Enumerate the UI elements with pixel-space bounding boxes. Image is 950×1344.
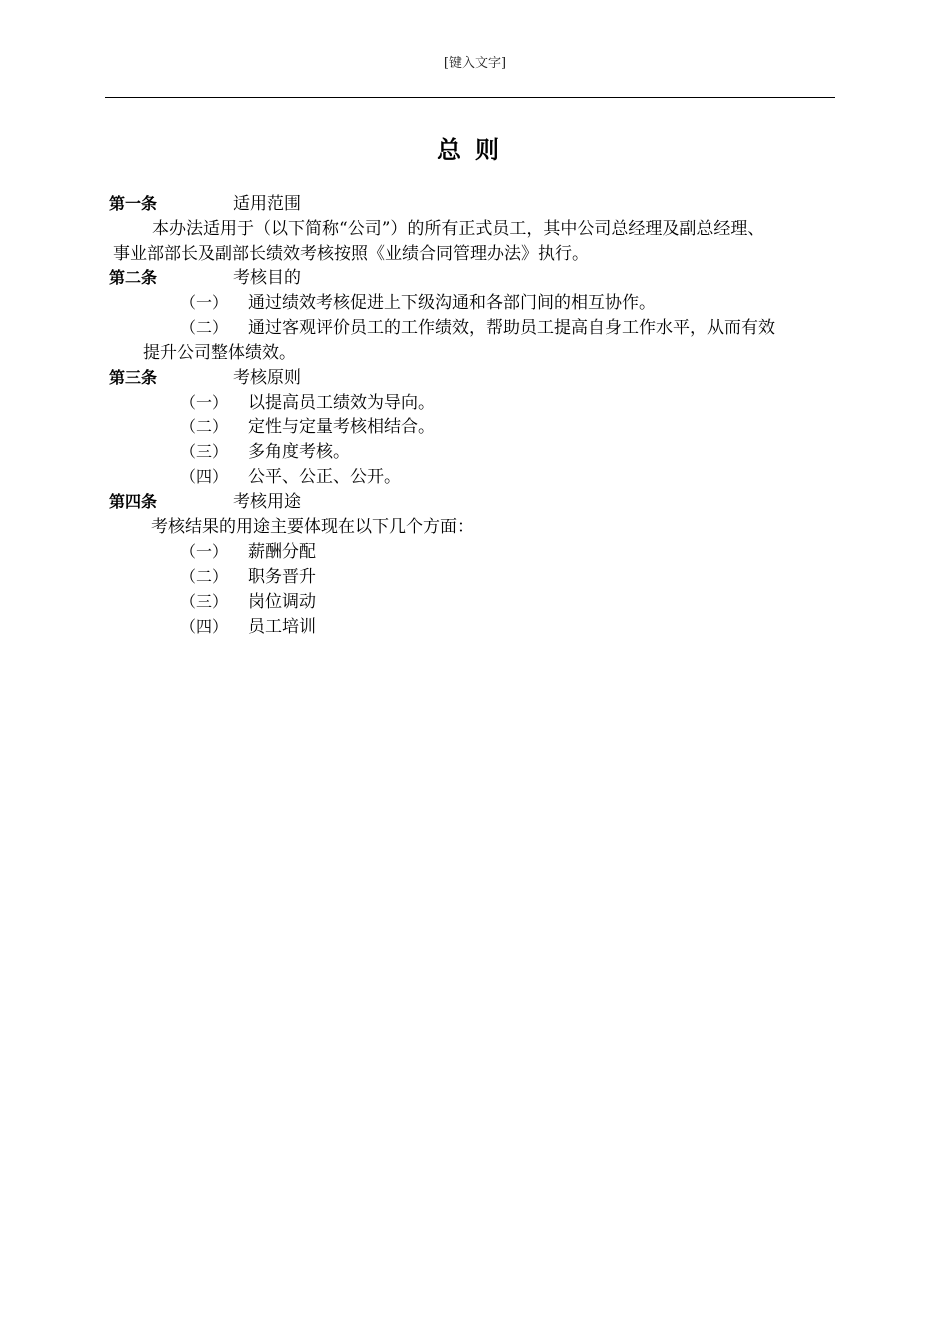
- article-4-item-2-marker: （二）: [180, 567, 229, 586]
- article-4-item-1-text: 薪酬分配: [248, 542, 316, 562]
- article-4-item-3-text: 岗位调动: [248, 592, 316, 612]
- article-3-item-4-text: 公平、公正、公开。: [248, 467, 401, 487]
- article-3-item-1-marker: （一）: [180, 393, 229, 412]
- article-1-title: 适用范围: [233, 194, 301, 214]
- article-1-body-line-1: 本办法适用于（以下简称“公司”）的所有正式员工，其中公司总经理及副总经理、: [152, 219, 765, 239]
- article-3-item-4-marker: （四）: [180, 467, 229, 486]
- article-3-title: 考核原则: [233, 368, 301, 388]
- article-4-item-2-text: 职务晋升: [248, 567, 316, 587]
- article-2-item-2-text: 通过客观评价员工的工作绩效，帮助员工提高自身工作水平，从而有效: [248, 318, 775, 338]
- article-4-title: 考核用途: [233, 492, 301, 512]
- article-1-body-line-2: 事业部部长及副部长绩效考核按照《业绩合同管理办法》执行。: [113, 244, 589, 264]
- article-2-title: 考核目的: [233, 268, 301, 288]
- article-4-item-4-marker: （四）: [180, 617, 229, 636]
- article-4-item-4-text: 员工培训: [248, 617, 316, 637]
- article-2-item-1-text: 通过绩效考核促进上下级沟通和各部门间的相互协作。: [248, 293, 656, 313]
- article-3-item-2-text: 定性与定量考核相结合。: [248, 417, 435, 437]
- article-4-number: 第四条: [109, 492, 158, 511]
- article-2-item-2-continuation: 提升公司整体绩效。: [143, 343, 296, 363]
- article-3-item-2-marker: （二）: [180, 417, 229, 436]
- article-3-item-1-text: 以提高员工绩效为导向。: [248, 393, 435, 413]
- article-1-number: 第一条: [109, 194, 158, 213]
- article-4-item-3-marker: （三）: [180, 592, 229, 611]
- article-2-item-2-marker: （二）: [180, 318, 229, 337]
- article-4-intro: 考核结果的用途主要体现在以下几个方面：: [151, 517, 474, 537]
- article-4-item-1-marker: （一）: [180, 542, 229, 561]
- article-3-number: 第三条: [109, 368, 158, 387]
- header-divider: [105, 97, 835, 98]
- page-header: [键入文字]: [443, 56, 507, 71]
- article-2-item-1-marker: （一）: [180, 293, 229, 312]
- article-3-item-3-text: 多角度考核。: [248, 442, 350, 462]
- article-2-number: 第二条: [109, 268, 158, 287]
- article-3-item-3-marker: （三）: [180, 442, 229, 461]
- page-title: 总则: [437, 136, 513, 164]
